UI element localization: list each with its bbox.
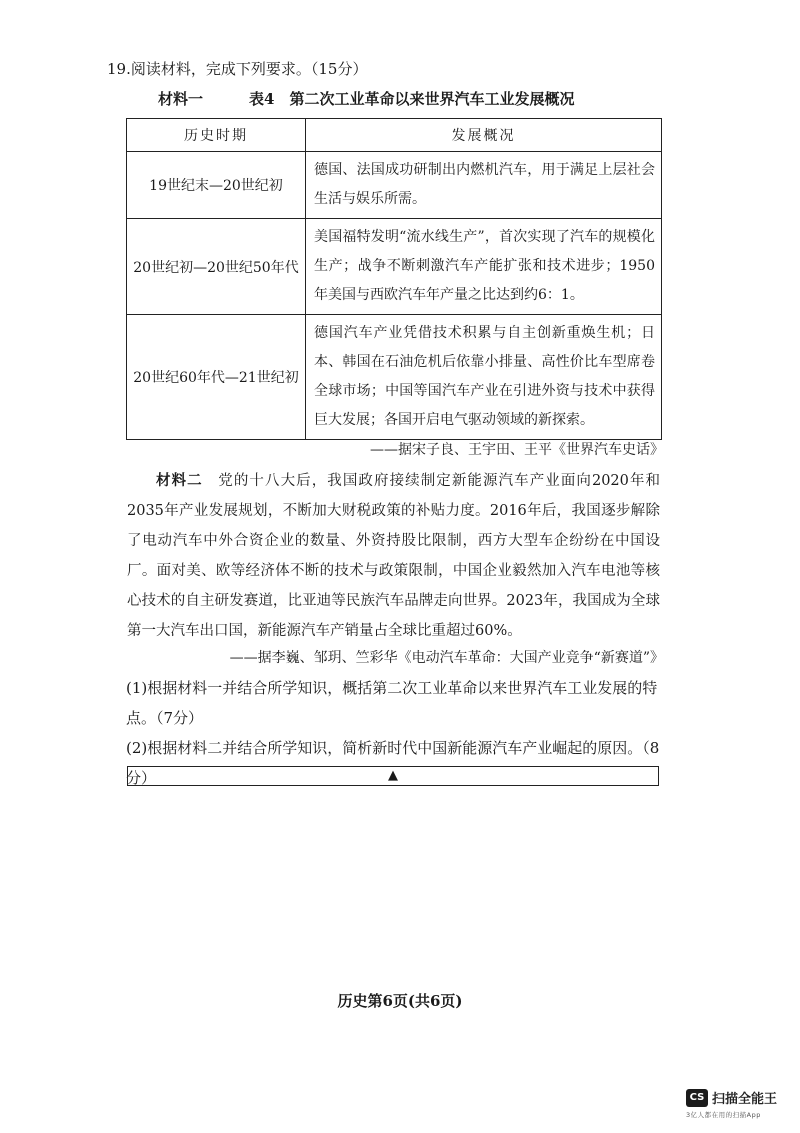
camscanner-tagline: 3亿人都在用的扫描App <box>686 1111 761 1119</box>
sub-question-1: (1)根据材料一并结合所学知识，概括第二次工业革命以来世界汽车工业发展的特点。（7分） <box>126 679 658 727</box>
triangle-marker-icon: ▲ <box>388 768 398 783</box>
material1-source: ——据宋子良、王宇田、王平《世界汽车史话》 <box>370 442 664 458</box>
row-desc: 德国、法国成功研制出内燃机汽车，用于满足上层社会生活与娱乐所需。 <box>306 152 662 219</box>
history-table <box>126 118 662 440</box>
material2-text: 党的十八大后，我国政府接续制定新能源汽车产业面向2020年和2035年产业发展规划，不断加大财税政策的补贴力度。2016年后，我国逐步解除了电动汽车中外合资企业的数量、外资持股比限制，西方大型车企纷纷在中国设厂。面对美、欧等经济体不断的技术与政策限制，中国企业毅然加入汽车电池等核心技术的自主研发赛道，比亚迪等民族汽车品牌走向世界。2023年，我国成为全球第一大汽车出口国，新能源汽车产销量占全球比重超过60%。 <box>127 473 661 639</box>
material2-label: 材料二 <box>156 472 203 489</box>
material1-heading <box>158 88 574 109</box>
answer-area <box>127 766 659 786</box>
row-desc: 德国汽车产业凭借技术积累与自主创新重焕生机；日本、韩国在石油危机后依靠小排量、高性价比车型席卷全球市场；中国等国汽车产业在引进外资与技术中获得巨大发展；各国开启电气驱动领域的新探索。 <box>306 315 662 440</box>
table-title: 表4 第二次工业革命以来世界汽车工业发展概况 <box>249 90 575 108</box>
material1-label: 材料一 <box>158 90 204 108</box>
table-row <box>127 219 662 315</box>
question-title: 19.阅读材料，完成下列要求。（15分） <box>107 60 368 78</box>
row-desc: 美国福特发明“流水线生产”，首次实现了汽车的规模化生产；战争不断刺激汽车产能扩张和技术进步；1950年美国与西欧汽车年产量之比达到约6：1。 <box>306 219 662 315</box>
table-row <box>127 315 662 440</box>
row-period: 20世纪60年代—21世纪初 <box>127 315 306 440</box>
table-row <box>127 152 662 219</box>
camscanner-name: 扫描全能王 <box>712 1092 778 1107</box>
material2-source: ——据李巍、邹玥、竺彩华《电动汽车革命：大国产业竞争“新赛道”》 <box>229 650 664 666</box>
camscanner-logo: CS <box>686 1089 708 1107</box>
header-desc: 发展概况 <box>306 119 662 152</box>
table-header-row <box>127 119 662 152</box>
page-footer: 历史第6页(共6页) <box>337 992 463 1010</box>
header-period: 历史时期 <box>127 119 306 152</box>
row-period: 20世纪初—20世纪50年代 <box>127 219 306 315</box>
row-period: 19世纪末—20世纪初 <box>127 152 306 219</box>
material2-paragraph <box>127 466 660 646</box>
sub-question-2: (2)根据材料二并结合所学知识，简析新时代中国新能源汽车产业崛起的原因。（8分） <box>126 739 660 787</box>
